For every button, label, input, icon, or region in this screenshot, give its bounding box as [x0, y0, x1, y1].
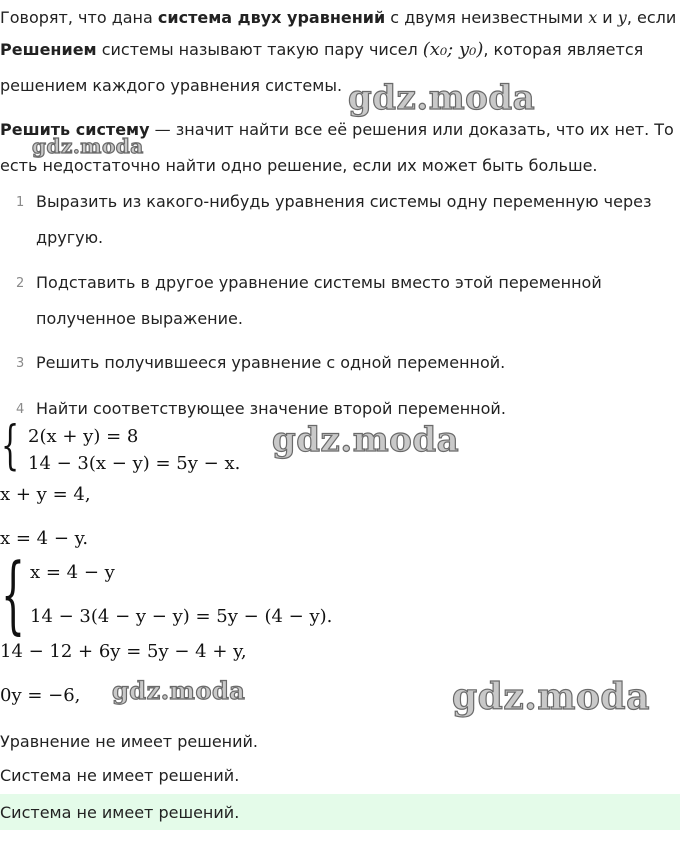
bold-term: Решить систему: [0, 120, 150, 139]
eq-sum: x + y = 4,: [0, 484, 91, 505]
system2-eq2: 14 − 3(4 − y − y) = 5y − (4 − y).: [30, 606, 333, 627]
watermark: gdz.moda: [452, 676, 650, 718]
eq-expand: 14 − 12 + 6y = 5y − 4 + y,: [0, 641, 247, 662]
intro-line-3: решением каждого уравнения системы.: [0, 76, 343, 95]
watermark: gdz.moda: [112, 676, 246, 705]
intro-line-5: есть недостаточно найти одно решение, если их может быть больше.: [0, 156, 598, 175]
step-text: Найти соответствующее значение второй переменной.: [36, 399, 506, 418]
watermark: gdz.moda: [348, 78, 536, 118]
watermark: gdz.moda: [32, 134, 144, 158]
text: — значит найти все её решения или доказать, что их нет. То: [149, 120, 674, 139]
intro-line-2: [0, 40, 643, 60]
step-text: Выразить из какого-нибудь уравнения системы одну переменную через: [36, 192, 652, 211]
system-brace: {: [1, 416, 20, 476]
step-number: 3: [16, 356, 25, 371]
step-number: 1: [16, 195, 25, 210]
step-text-cont: другую.: [36, 228, 104, 247]
eq-zero: 0y = −6,: [0, 685, 81, 706]
step-number: 2: [16, 276, 25, 291]
answer-text: Система не имеет решений.: [0, 803, 240, 822]
step-text-cont: полученное выражение.: [36, 309, 243, 328]
text: системы называют такую пару чисел: [96, 40, 423, 59]
variable-y: y: [617, 8, 627, 27]
bold-term: Решением: [0, 40, 97, 59]
system1-eq2: 14 − 3(x − y) = 5y − x.: [28, 453, 241, 474]
system2-eq1: x = 4 − y: [30, 562, 115, 583]
variable-x: x: [588, 8, 598, 27]
eq-x: x = 4 − y.: [0, 528, 89, 549]
text: и: [597, 8, 618, 27]
intro-line-1: [0, 8, 676, 28]
text: с двумя неизвестными: [385, 8, 589, 27]
watermark: gdz.moda: [272, 420, 460, 460]
no-solution-equation: Уравнение не имеет решений.: [0, 732, 259, 751]
text: Говорят, что дана: [0, 8, 158, 27]
system-brace: {: [1, 545, 26, 643]
system1-eq1: 2(x + y) = 8: [28, 426, 139, 447]
text: , которая является: [483, 40, 644, 59]
bold-term: система двух уравнений: [157, 8, 386, 27]
text: , если: [626, 8, 677, 27]
pair-notation: (x₀; y₀): [422, 39, 484, 60]
step-text: Подставить в другое уравнение системы вместо этой переменной: [36, 273, 602, 292]
step-text: Решить получившееся уравнение с одной переменной.: [36, 353, 506, 372]
no-solution-system: Система не имеет решений.: [0, 766, 240, 785]
step-number: 4: [16, 402, 25, 417]
